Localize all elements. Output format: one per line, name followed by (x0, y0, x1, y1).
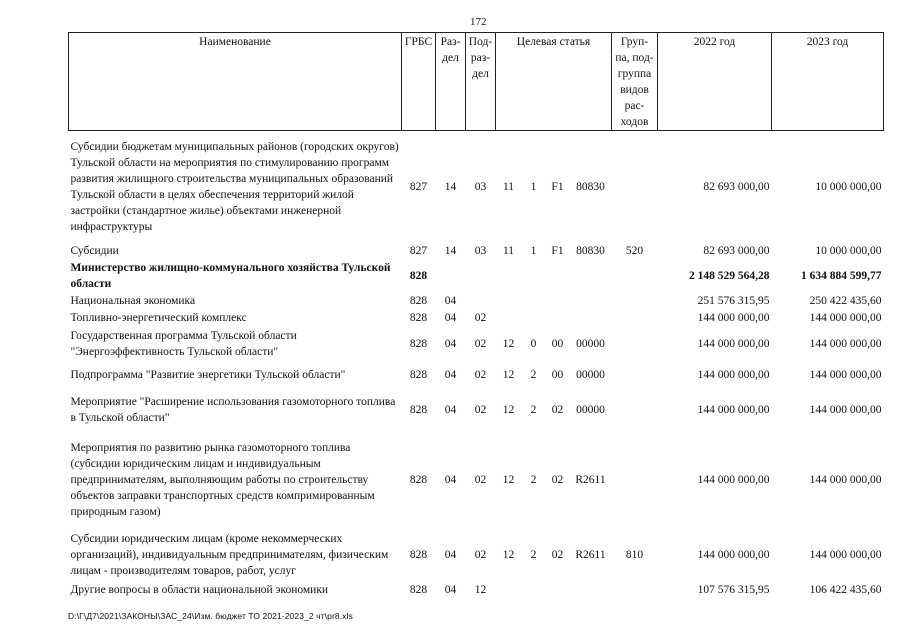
row-razdel: 14 (444, 180, 457, 193)
row-razdel: 04 (444, 368, 457, 381)
row-podrazdel: 12 (474, 583, 487, 596)
row-grbs: 828 (409, 473, 428, 486)
row-target-event (546, 260, 570, 293)
row-expense-type (612, 361, 658, 389)
row-target-program: 12 (502, 403, 515, 416)
row-expense-type (612, 327, 658, 361)
row-target-subprogram: 2 (530, 473, 537, 486)
table-row (69, 131, 884, 243)
row-amount-2022: 144 000 000,00 (697, 548, 770, 561)
row-amount-2023: 1 634 884 599,77 (801, 270, 882, 282)
row-target-event: F1 (551, 180, 564, 193)
row-name: Другие вопросы в области национальной экономики (70, 583, 329, 596)
row-target-subprogram (522, 260, 546, 293)
row-target-subprogram: 0 (530, 337, 537, 350)
row-podrazdel: 02 (474, 337, 487, 350)
row-target-subprogram: 2 (530, 368, 537, 381)
row-target-direction: 80830 (576, 245, 605, 257)
row-name: Государственная программа Тульской области "Энергоэффективность Тульской области" (70, 329, 297, 358)
file-path-footer: D:\Г\Д7\2021\ЗАКОНЫ\ЗАС_24\Изм. бюджет ТО 2021-2023_2 чт\pr8.xls (68, 611, 353, 621)
page-number: 172 (470, 16, 487, 28)
row-razdel: 04 (444, 473, 457, 486)
row-target-subprogram: 2 (530, 548, 537, 561)
header-target-article: Целевая статья (496, 33, 612, 131)
header-year-2022: 2022 год (658, 33, 772, 131)
row-amount-2022: 82 693 000,00 (703, 180, 770, 193)
table-row (69, 293, 884, 310)
row-razdel: 04 (444, 583, 457, 596)
row-name: Субсидии юридическим лицам (кроме некоммерческих организаций), индивидуальным предпринимателям, физическим лицам - производителям товаров, работ, услуг (70, 532, 389, 577)
row-razdel (436, 260, 466, 293)
row-name: Субсидии бюджетам муниципальных районов (городских округов) Тульской области на мероприятия по стимулированию программ развития жилищного строительства муниципальных образований Тульской области в целях обеспечения территорий жилой застройки (стандартное жилье) объектами инженерной инфраструктуры (70, 140, 399, 233)
row-amount-2022: 82 693 000,00 (703, 245, 770, 257)
row-target-subprogram (522, 293, 546, 310)
row-podrazdel: 02 (474, 548, 487, 561)
row-amount-2022: 144 000 000,00 (697, 337, 770, 350)
row-podrazdel: 02 (474, 368, 487, 381)
row-grbs: 828 (409, 270, 428, 282)
row-target-subprogram (522, 310, 546, 327)
row-amount-2023: 144 000 000,00 (809, 403, 882, 416)
row-grbs: 828 (409, 368, 428, 381)
row-target-event (546, 293, 570, 310)
row-amount-2023: 144 000 000,00 (809, 548, 882, 561)
row-target-direction: 00000 (576, 337, 605, 350)
row-target-subprogram: 2 (530, 403, 537, 416)
row-podrazdel: 03 (474, 180, 487, 193)
row-name: Министерство жилищно-коммунального хозяйства Тульской области (70, 262, 391, 290)
row-grbs: 828 (409, 312, 428, 324)
row-target-program (496, 260, 522, 293)
row-target-direction: 00000 (576, 403, 605, 416)
row-podrazdel: 03 (474, 245, 487, 257)
row-amount-2022: 251 576 315,95 (697, 295, 770, 307)
row-target-direction (570, 581, 612, 599)
row-amount-2023: 144 000 000,00 (809, 368, 882, 381)
row-target-event: 00 (551, 337, 564, 350)
row-podrazdel: 02 (474, 473, 487, 486)
row-target-program: 12 (502, 337, 515, 350)
row-target-program: 11 (502, 245, 515, 257)
row-amount-2022: 144 000 000,00 (697, 473, 770, 486)
row-target-event: 00 (551, 368, 564, 381)
table-row (69, 529, 884, 581)
row-amount-2023: 144 000 000,00 (809, 312, 882, 324)
row-target-event: 02 (551, 403, 564, 416)
row-razdel: 14 (444, 245, 457, 257)
row-target-event: 02 (551, 473, 564, 486)
table-row (69, 361, 884, 389)
row-target-program (496, 310, 522, 327)
header-podrazdel: Под- раз- дел (466, 33, 496, 131)
row-expense-type (612, 310, 658, 327)
header-year-2023: 2023 год (772, 33, 884, 131)
row-target-program (496, 293, 522, 310)
table-row (69, 431, 884, 529)
row-target-subprogram: 1 (530, 245, 537, 257)
row-name: Мероприятие "Расширение использования газомоторного топлива в Тульской области" (70, 395, 396, 424)
row-target-direction (570, 293, 612, 310)
row-podrazdel (466, 260, 496, 293)
row-target-program: 12 (502, 548, 515, 561)
row-name: Национальная экономика (70, 295, 196, 307)
row-podrazdel (466, 293, 496, 310)
table-row (69, 243, 884, 260)
row-grbs: 828 (409, 403, 428, 416)
row-expense-type (612, 293, 658, 310)
row-amount-2023: 250 422 435,60 (809, 295, 882, 307)
row-expense-type: 520 (625, 245, 644, 257)
row-name: Субсидии (70, 245, 119, 257)
table-row (69, 581, 884, 599)
row-expense-type (612, 131, 658, 243)
row-target-direction: R2611 (575, 548, 606, 561)
row-expense-type (612, 389, 658, 431)
row-amount-2023: 10 000 000,00 (815, 180, 882, 193)
row-amount-2022: 107 576 315,95 (697, 583, 770, 596)
row-expense-type: 810 (625, 548, 644, 561)
row-target-subprogram (522, 581, 546, 599)
row-razdel: 04 (444, 548, 457, 561)
row-target-program (496, 581, 522, 599)
row-target-direction: 80830 (576, 180, 605, 193)
row-name: Подпрограмма "Развитие энергетики Тульской области" (70, 368, 346, 381)
row-target-program: 11 (502, 180, 515, 193)
row-grbs: 827 (409, 180, 428, 193)
row-grbs: 827 (409, 245, 428, 257)
row-amount-2022: 144 000 000,00 (697, 312, 770, 324)
row-razdel: 04 (444, 312, 457, 324)
row-razdel: 04 (444, 295, 457, 307)
row-target-program: 12 (502, 368, 515, 381)
header-expense-group: Груп- па, под- группа видов рас- ходов (612, 33, 658, 131)
row-target-direction: 00000 (576, 368, 605, 381)
row-amount-2023: 144 000 000,00 (809, 337, 882, 350)
row-name: Мероприятия по развитию рынка газомоторного топлива (субсидии юридическим лицам и индивидуальным предпринимателям, выполняющим работы по строительству объектов заправки транспортных средств компримированным природным газом) (70, 441, 375, 518)
row-amount-2023: 10 000 000,00 (815, 245, 882, 257)
row-amount-2023: 106 422 435,60 (809, 583, 882, 596)
row-expense-type (612, 431, 658, 529)
row-target-direction (570, 260, 612, 293)
budget-table (68, 32, 884, 599)
row-target-event: F1 (551, 245, 564, 257)
row-grbs: 828 (409, 583, 428, 596)
row-grbs: 828 (409, 295, 428, 307)
table-row (69, 389, 884, 431)
row-target-event: 02 (551, 548, 564, 561)
row-razdel: 04 (444, 403, 457, 416)
row-razdel: 04 (444, 337, 457, 350)
row-target-event (546, 581, 570, 599)
row-amount-2023: 144 000 000,00 (809, 473, 882, 486)
row-target-subprogram: 1 (530, 180, 537, 193)
row-target-program: 12 (502, 473, 515, 486)
row-expense-type (612, 260, 658, 293)
row-podrazdel: 02 (474, 312, 487, 324)
row-name: Топливно-энергетический комплекс (70, 312, 247, 324)
table-row (69, 327, 884, 361)
row-podrazdel: 02 (474, 403, 487, 416)
table-row (69, 260, 884, 293)
row-target-event (546, 310, 570, 327)
row-amount-2022: 144 000 000,00 (697, 403, 770, 416)
row-amount-2022: 2 148 529 564,28 (689, 270, 770, 282)
header-name: Наименование (69, 33, 402, 131)
row-target-direction (570, 310, 612, 327)
row-amount-2022: 144 000 000,00 (697, 368, 770, 381)
table-header-row (69, 33, 884, 131)
row-grbs: 828 (409, 548, 428, 561)
row-grbs: 828 (409, 337, 428, 350)
header-grbs: ГРБС (402, 33, 436, 131)
header-razdel: Раз- дел (436, 33, 466, 131)
table-row (69, 310, 884, 327)
row-target-direction: R2611 (575, 473, 606, 486)
row-expense-type (612, 581, 658, 599)
